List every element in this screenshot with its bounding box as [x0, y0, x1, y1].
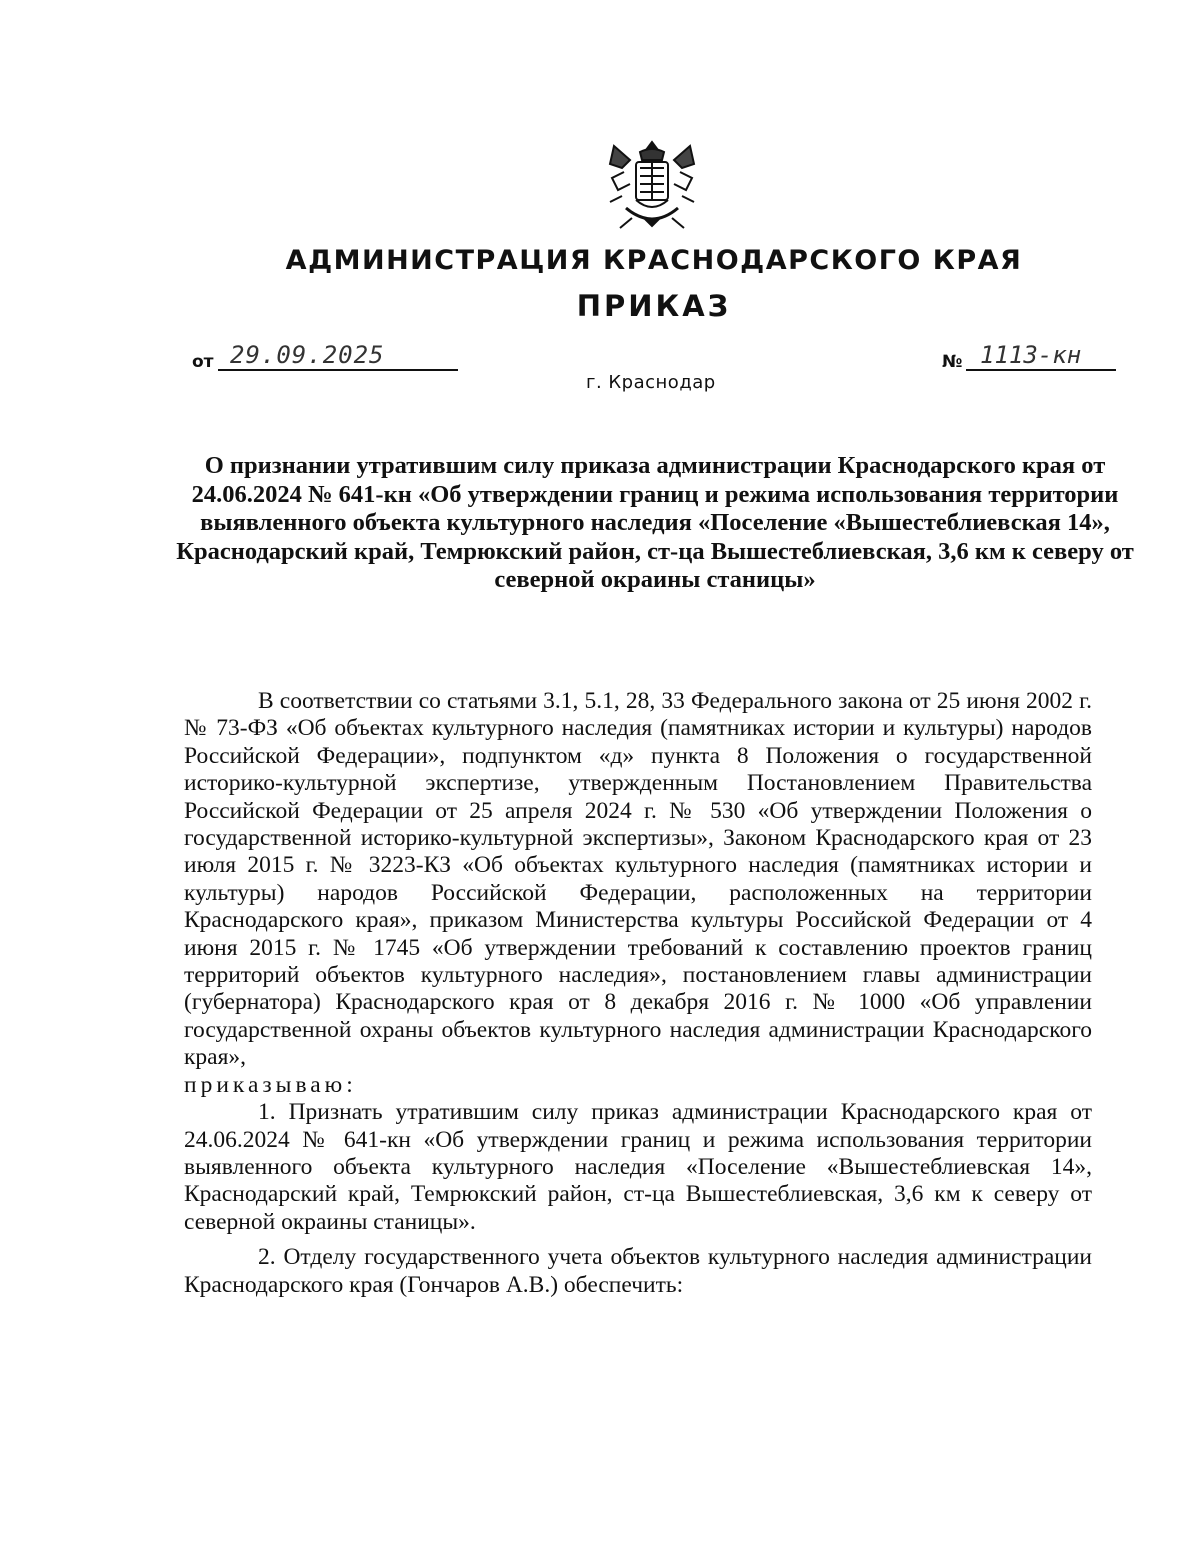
organization-title: АДМИНИСТРАЦИЯ КРАСНОДАРСКОГО КРАЯ: [285, 245, 1023, 276]
date-value: 29.09.2025: [218, 340, 458, 371]
document-body: [184, 688, 1092, 1307]
number-value: 1113-кн: [966, 340, 1116, 371]
document-subject: О признании утратившим силу приказа администрации Краснодарского края от 24.06.2024 № 641-кн «Об утверждении границ и режима использования территории выявленного объекта культурного наследия «Поселение «Вышестеблиевская 14», Краснодарский край, Темрюкский район, ст-ца Вышестеблиевская, 3,6 км к северу от северной окраины станицы»: [176, 452, 1134, 594]
preamble-paragraph: В соответствии со статьями 3.1, 5.1, 28, 33 Федерального закона от 25 июня 2002 г. № 73-ФЗ «Об объектах культурного наследия (памятниках истории и культуры) народов Российской Федерации», подпунктом «д» пункта 8 Положения о государственной историко-культурной экспертизе, утвержденным Постановлением Правительства Российской Федерации от 25 апреля 2024 г. № 530 «Об утверждении Положения о государственной историко-культурной экспертизы», Законом Краснодарского края от 23 июля 2015 г. № 3223-КЗ «Об объектах культурного наследия (памятниках истории и культуры) народов Российской Федерации, расположенных на территории Краснодарского края», приказом Министерства культуры Российской Федерации от 4 июня 2015 г. № 1745 «Об утверждении требований к составлению проектов границ территорий объектов культурного наследия», постановлением главы администрации (губернатора) Краснодарского края от 8 декабря 2016 г. № 1000 «Об управлении государственной охраны объектов культурного наследия администрации Краснодарского края»,: [184, 688, 1092, 1071]
number-label: №: [942, 352, 963, 372]
item-1-paragraph: 1. Признать утратившим силу приказ администрации Краснодарского края от 24.06.2024 № 641-кн «Об утверждении границ и режима использования территории выявленного объекта культурного наследия «Поселение «Вышестеблиевская 14», Краснодарский край, Темрюкский район, ст-ца Вышестеблиевская, 3,6 км к северу от северной окраины станицы».: [184, 1099, 1092, 1235]
city: г. Краснодар: [586, 372, 716, 393]
coat-of-arms-icon: [600, 138, 704, 234]
decree-word: приказываю:: [184, 1071, 357, 1098]
date-label: от: [192, 352, 214, 372]
item-2-paragraph: 2. Отделу государственного учета объектов культурного наследия администрации Краснодарского края (Гончаров А.В.) обеспечить:: [184, 1244, 1092, 1298]
document-type: ПРИКАЗ: [576, 289, 732, 323]
